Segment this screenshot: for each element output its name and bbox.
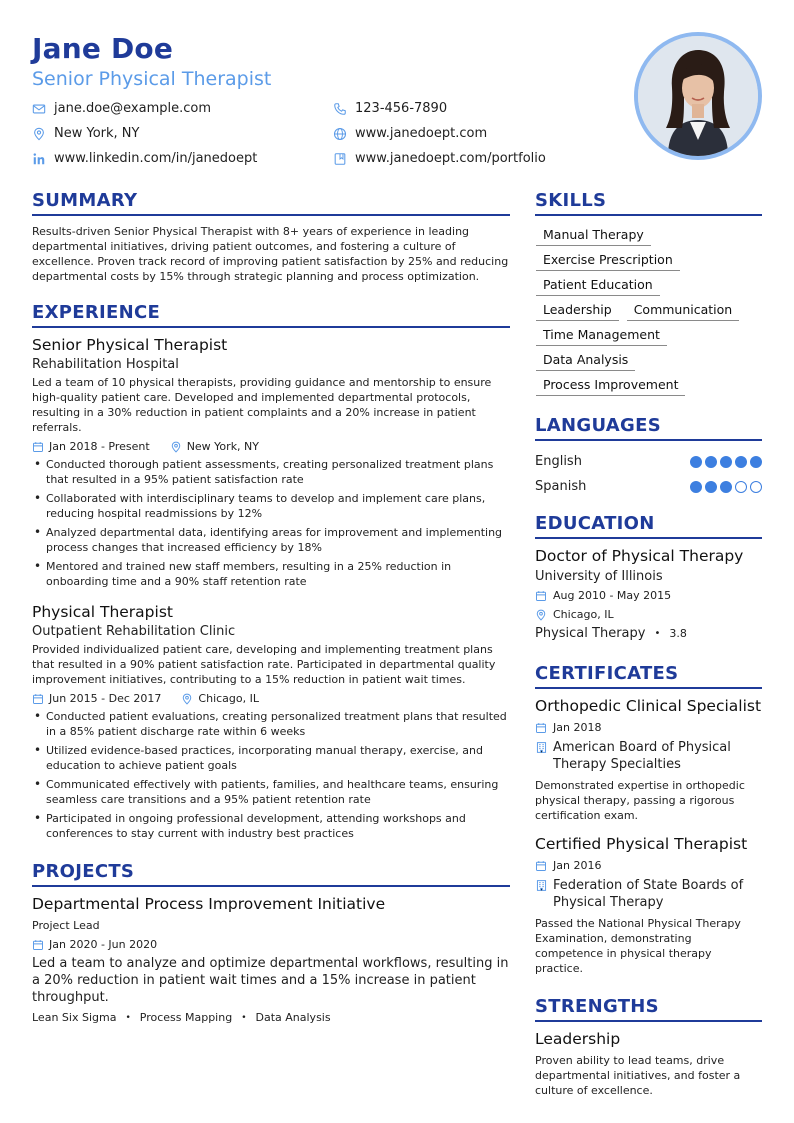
education-gpa: 3.8 [669, 627, 687, 640]
mail-icon [32, 102, 46, 116]
location-pin-icon [170, 441, 182, 453]
education-section [535, 513, 762, 641]
contact-linkedin[interactable] [32, 151, 257, 166]
globe-icon [333, 127, 347, 141]
job-entry [32, 603, 510, 841]
education-dates: Aug 2010 - May 2015 [553, 589, 672, 602]
certificate-date: Jan 2016 [553, 859, 602, 872]
education-field-row [535, 626, 762, 641]
job-bullet: • Communicated effectively with patients, families, and healthcare teams, ensuring seamless care transitions and a 95% patient retention rate [32, 777, 510, 807]
level-dot-filled [690, 456, 702, 468]
job-bullet: • Conducted thorough patient assessments, creating personalized treatment plans that resulted in a 95% patient satisfaction rate [32, 457, 510, 487]
phone-text: 123-456-7890 [355, 101, 448, 116]
certificate-date-row [535, 859, 762, 872]
contact-portfolio[interactable] [333, 151, 546, 166]
certificate-issuer: American Board of Physical Therapy Specialties [553, 740, 731, 772]
contact-email[interactable] [32, 101, 211, 116]
email-text: jane.doe@example.com [54, 101, 212, 116]
job-bullet: • Collaborated with interdisciplinary teams to develop and implement care plans, reducing hospital readmissions by 12% [32, 491, 510, 521]
skill-tag: Communication [627, 299, 740, 321]
language-name: English [535, 454, 582, 469]
projects-section [32, 861, 510, 1024]
language-name: Spanish [535, 479, 587, 494]
level-dot-filled [705, 456, 717, 468]
job-bullet: • Conducted patient evaluations, creating personalized treatment plans that resulted in a 85% patient discharge rate within 6 weeks [32, 709, 510, 739]
project-tag: Lean Six Sigma [32, 1011, 117, 1024]
skill-tag: Leadership [536, 299, 619, 321]
job-bullets [32, 709, 510, 841]
job-meta [32, 692, 510, 705]
contact-location [32, 126, 139, 141]
calendar-icon [535, 590, 547, 602]
summary-text: Results-driven Senior Physical Therapist with 8+ years of experience in leading departmental initiatives, driving patient outcomes, and fostering a culture of excellence. Proven track record of improving patient satisfaction by 25% and reducing departmental costs by 15% through strategic planning and process optimization. [32, 225, 509, 283]
projects-heading: PROJECTS [32, 861, 510, 887]
certificate-description: Passed the National Physical Therapy Examination, demonstrating competence in physical therapy practice. [535, 917, 741, 975]
job-bullets [32, 457, 510, 589]
project-tag: Process Mapping [139, 1011, 233, 1024]
job-bullet: • Participated in ongoing professional development, attending workshops and conferences to stay current with industry best practices [32, 811, 510, 841]
language-row [535, 449, 762, 474]
certificate-issuer: Federation of State Boards of Physical Therapy [553, 878, 744, 910]
job-company: Outpatient Rehabilitation Clinic [32, 624, 236, 639]
contact-website[interactable] [333, 126, 487, 141]
job-description: Provided individualized patient care, developing and implementing treatment plans that resulted in a 90% patient satisfaction rate. Participated in departmental quality improvement initiatives, contributing to a 15% reduction in patient wait times. [32, 643, 496, 686]
strengths-section [535, 996, 762, 1098]
certificate-title: Certified Physical Therapist [535, 835, 748, 853]
certificate-title: Orthopedic Clinical Specialist [535, 697, 762, 715]
job-meta [32, 440, 510, 453]
language-level [690, 481, 762, 493]
job-description: Led a team of 10 physical therapists, providing guidance and mentorship to ensure high-quality patient care. Developed and implemented departmental protocols, resulting in a 30% reduction in patient complaints and a 20% increase in patient referrals. [32, 376, 492, 434]
education-dates-row [535, 589, 762, 602]
summary-heading: SUMMARY [32, 190, 510, 216]
level-dot-empty [750, 481, 762, 493]
job-location-wrap [170, 440, 259, 453]
skills-list [535, 224, 762, 399]
summary-section [32, 190, 510, 284]
job-location: New York, NY [186, 440, 259, 453]
project-dates: Jan 2020 - Jun 2020 [49, 938, 158, 951]
linkedin-text: www.linkedin.com/in/janedoept [54, 151, 258, 166]
portfolio-text: www.janedoept.com/portfolio [355, 151, 546, 166]
website-text: www.janedoept.com [355, 126, 488, 141]
education-degree: Doctor of Physical Therapy [535, 547, 744, 565]
calendar-icon [32, 441, 44, 453]
strength-description: Proven ability to lead teams, drive departmental initiatives, and foster a culture of excellence. [535, 1054, 741, 1097]
profile-photo [634, 32, 762, 160]
education-location: Chicago, IL [553, 608, 614, 621]
job-bullet: • Mentored and trained new staff members, resulting in a 25% reduction in onboarding time and a 90% staff retention rate [32, 559, 510, 589]
certificate-date: Jan 2018 [553, 721, 602, 734]
level-dot-filled [720, 481, 732, 493]
experience-heading: EXPERIENCE [32, 302, 510, 328]
certificates-heading: CERTIFICATES [535, 663, 762, 689]
project-description: Led a team to analyze and optimize departmental workflows, resulting in a 20% reduction in patient wait times and a 15% increase in patient throughput. [32, 956, 509, 1005]
level-dot-filled [690, 481, 702, 493]
level-dot-filled [735, 456, 747, 468]
tag-separator: • [125, 1012, 131, 1023]
skill-tag: Process Improvement [536, 374, 685, 396]
field-separator: • [654, 628, 661, 639]
language-level [690, 456, 762, 468]
level-dot-filled [720, 456, 732, 468]
project-role: Project Lead [32, 919, 100, 932]
building-icon [535, 879, 548, 892]
project-meta [32, 938, 510, 951]
location-text: New York, NY [54, 126, 140, 141]
experience-section [32, 302, 510, 841]
certificate-description: Demonstrated expertise in orthopedic physical therapy, passing a rigorous certification exam. [535, 779, 745, 822]
building-icon [535, 741, 548, 754]
location-pin-icon [535, 609, 547, 621]
skill-tag: Time Management [536, 324, 667, 346]
profile-photo-illustration [638, 36, 758, 156]
education-location-row [535, 608, 762, 621]
contact-phone[interactable] [333, 101, 447, 116]
calendar-icon [535, 860, 547, 872]
job-entry [32, 336, 510, 589]
skill-tag: Data Analysis [536, 349, 635, 371]
education-field: Physical Therapy [535, 626, 646, 641]
job-dates: Jan 2018 - Present [49, 440, 150, 453]
candidate-role: Senior Physical Therapist [32, 68, 272, 90]
job-bullet: • Analyzed departmental data, identifying areas for improvement and implementing process changes that increased efficiency by 18% [32, 525, 510, 555]
bookmark-icon [333, 152, 347, 166]
level-dot-empty [735, 481, 747, 493]
skill-tag: Exercise Prescription [536, 249, 680, 271]
strength-title: Leadership [535, 1030, 621, 1048]
certificates-section [535, 663, 762, 976]
certificate-issuer-row [535, 739, 762, 773]
education-school: University of Illinois [535, 569, 663, 584]
language-row [535, 474, 762, 499]
job-title: Senior Physical Therapist [32, 336, 228, 354]
skill-tag: Patient Education [536, 274, 660, 296]
strengths-heading: STRENGTHS [535, 996, 762, 1022]
phone-icon [333, 102, 347, 116]
languages-heading: LANGUAGES [535, 415, 762, 441]
calendar-icon [535, 722, 547, 734]
job-bullet: • Utilized evidence-based practices, incorporating manual therapy, exercise, and education to achieve patient goals [32, 743, 510, 773]
calendar-icon [32, 693, 44, 705]
certificate-entry [535, 835, 762, 976]
candidate-name: Jane Doe [32, 32, 174, 65]
project-tag: Data Analysis [255, 1011, 331, 1024]
job-company: Rehabilitation Hospital [32, 357, 179, 372]
level-dot-filled [750, 456, 762, 468]
level-dot-filled [705, 481, 717, 493]
certificate-issuer-row [535, 877, 762, 911]
location-pin-icon [181, 693, 193, 705]
calendar-icon [32, 939, 44, 951]
certificate-date-row [535, 721, 762, 734]
education-heading: EDUCATION [535, 513, 762, 539]
project-title: Departmental Process Improvement Initiative [32, 895, 386, 913]
location-pin-icon [32, 127, 46, 141]
skill-tag: Manual Therapy [536, 224, 651, 246]
job-location-wrap [181, 692, 259, 705]
tag-separator: • [241, 1012, 247, 1023]
certificate-entry [535, 697, 762, 823]
job-dates: Jun 2015 - Dec 2017 [49, 692, 162, 705]
skills-section [535, 190, 762, 399]
project-tags [32, 1011, 510, 1024]
job-title: Physical Therapist [32, 603, 173, 621]
skills-heading: SKILLS [535, 190, 762, 216]
linkedin-icon [32, 152, 46, 166]
languages-section [535, 415, 762, 499]
job-location: Chicago, IL [198, 692, 259, 705]
